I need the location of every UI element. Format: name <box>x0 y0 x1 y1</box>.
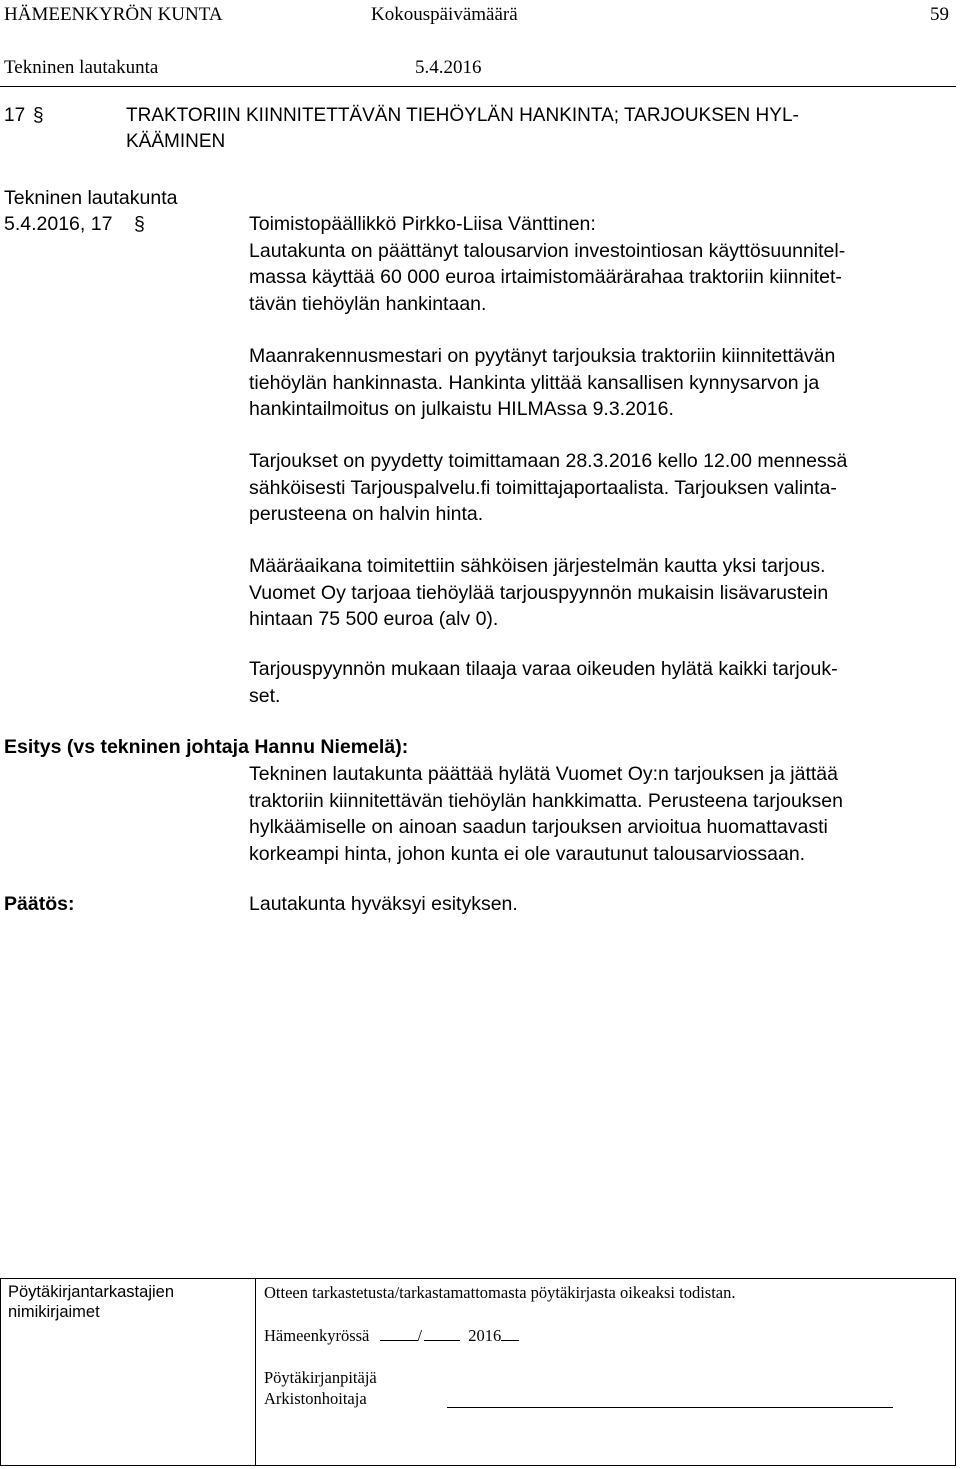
proposal-heading: Esitys (vs tekninen johtaja Hannu Niemelä): <box>4 736 409 758</box>
text-line: set. <box>249 684 281 707</box>
text-line: sähköisesti Tarjouspalvelu.fi toimittajaportaalista. Tarjouksen valinta- <box>249 476 837 499</box>
rejection-right-paragraph <box>249 656 949 709</box>
text-line: hankintailmoitus on julkaistu HILMAssa 9.3.2016. <box>249 398 674 420</box>
text-line: Lautakunta on päättänyt talousarvion investointiosan käyttösuunnitel- <box>249 239 846 262</box>
page-number: 59 <box>930 4 949 25</box>
reference-committee: Tekninen lautakunta <box>4 187 178 209</box>
year-suffix-blank[interactable] <box>501 1326 519 1341</box>
section-title-line1: TRAKTORIIN KIINNITETTÄVÄN TIEHÖYLÄN HANKINTA; TARJOUKSEN HYL- <box>126 105 799 126</box>
text-line: Vuomet Oy tarjoaa tiehöylää tarjouspyynnön mukaisin lisävarustein <box>249 581 829 604</box>
text-line: massa käyttää 60 000 euroa irtaimistomäärärahaa traktoriin kiinnitet- <box>249 266 842 288</box>
secretary-label: Pöytäkirjanpitäjä <box>264 1368 377 1387</box>
day-blank[interactable] <box>380 1326 418 1341</box>
text-line: Tarjoukset on pyydetty toimittamaan 28.3.2016 kello 12.00 mennessä <box>249 450 848 472</box>
date-slash: / <box>417 1326 423 1345</box>
reference-symbol: § <box>134 213 145 235</box>
decision-heading: Päätös: <box>4 893 75 915</box>
text-line: Tarjouspyynnön mukaan tilaaja varaa oikeuden hylätä kaikki tarjouk- <box>249 658 838 680</box>
text-line: Maanrakennusmestari on pyytänyt tarjouksia traktoriin kiinnitettävän <box>249 345 836 367</box>
archivist-label: Arkistonhoitaja <box>264 1389 367 1408</box>
month-blank[interactable] <box>424 1326 460 1341</box>
committee-name: Tekninen lautakunta <box>4 57 159 78</box>
footer-divider <box>255 1279 256 1465</box>
proposal-text <box>249 761 949 867</box>
text-line: hylkäämiselle on ainoan saadun tarjouksen arvioitua huomattavasti <box>249 816 828 838</box>
reference-date: 5.4.2016, 17 <box>4 213 113 235</box>
section-number: 17 <box>4 105 26 126</box>
tender-request-paragraph <box>249 343 949 423</box>
offer-paragraph <box>249 553 949 633</box>
year: 2016 <box>468 1326 502 1345</box>
initials-label: nimikirjaimet <box>8 1303 100 1321</box>
text-line: Määräaikana toimitettiin sähköisen järjestelmän kautta yksi tarjous. <box>249 555 826 577</box>
decision-text: Lautakunta hyväksyi esityksen. <box>249 893 518 915</box>
text-line: tiehöylän hankinnasta. Hankinta ylittää kansallisen kynnysarvon ja <box>249 371 820 394</box>
header-rule <box>0 86 956 87</box>
meeting-date-label: Kokouspäivämäärä <box>371 4 518 25</box>
section-title-line2: KÄÄMINEN <box>126 131 226 152</box>
text-line: Tekninen lautakunta päättää hylätä Vuomet Oy:n tarjouksen ja jättää <box>249 763 838 785</box>
place-date-line <box>264 1326 519 1346</box>
place-name: Hämeenkyrössä <box>264 1326 370 1345</box>
section-symbol: § <box>33 105 44 126</box>
presentation-paragraph <box>249 211 949 317</box>
text-line: hintaan 75 500 euroa (alv 0). <box>249 608 499 630</box>
text-line: korkeampi hinta, johon kunta ei ole varautunut talousarviossaan. <box>249 842 806 865</box>
municipality-name: HÄMEENKYRÖN KUNTA <box>4 4 223 25</box>
signature-footer <box>0 1278 956 1466</box>
text-line: perusteena on halvin hinta. <box>249 503 484 525</box>
text-line: traktoriin kiinnitettävän tiehöylän hankkimatta. Perusteena tarjouksen <box>249 789 843 812</box>
certification-text: Otteen tarkastetusta/tarkastamattomasta pöytäkirjasta oikeaksi todistan. <box>264 1283 736 1302</box>
signature-line[interactable] <box>447 1407 893 1408</box>
presenter-line: Toimistopäällikkö Pirkko-Liisa Vänttinen: <box>249 213 596 235</box>
deadline-paragraph <box>249 448 949 528</box>
text-line: tävän tiehöylän hankintaan. <box>249 292 487 315</box>
signatures-label: Pöytäkirjantarkastajien <box>8 1283 174 1301</box>
meeting-date: 5.4.2016 <box>415 57 482 78</box>
